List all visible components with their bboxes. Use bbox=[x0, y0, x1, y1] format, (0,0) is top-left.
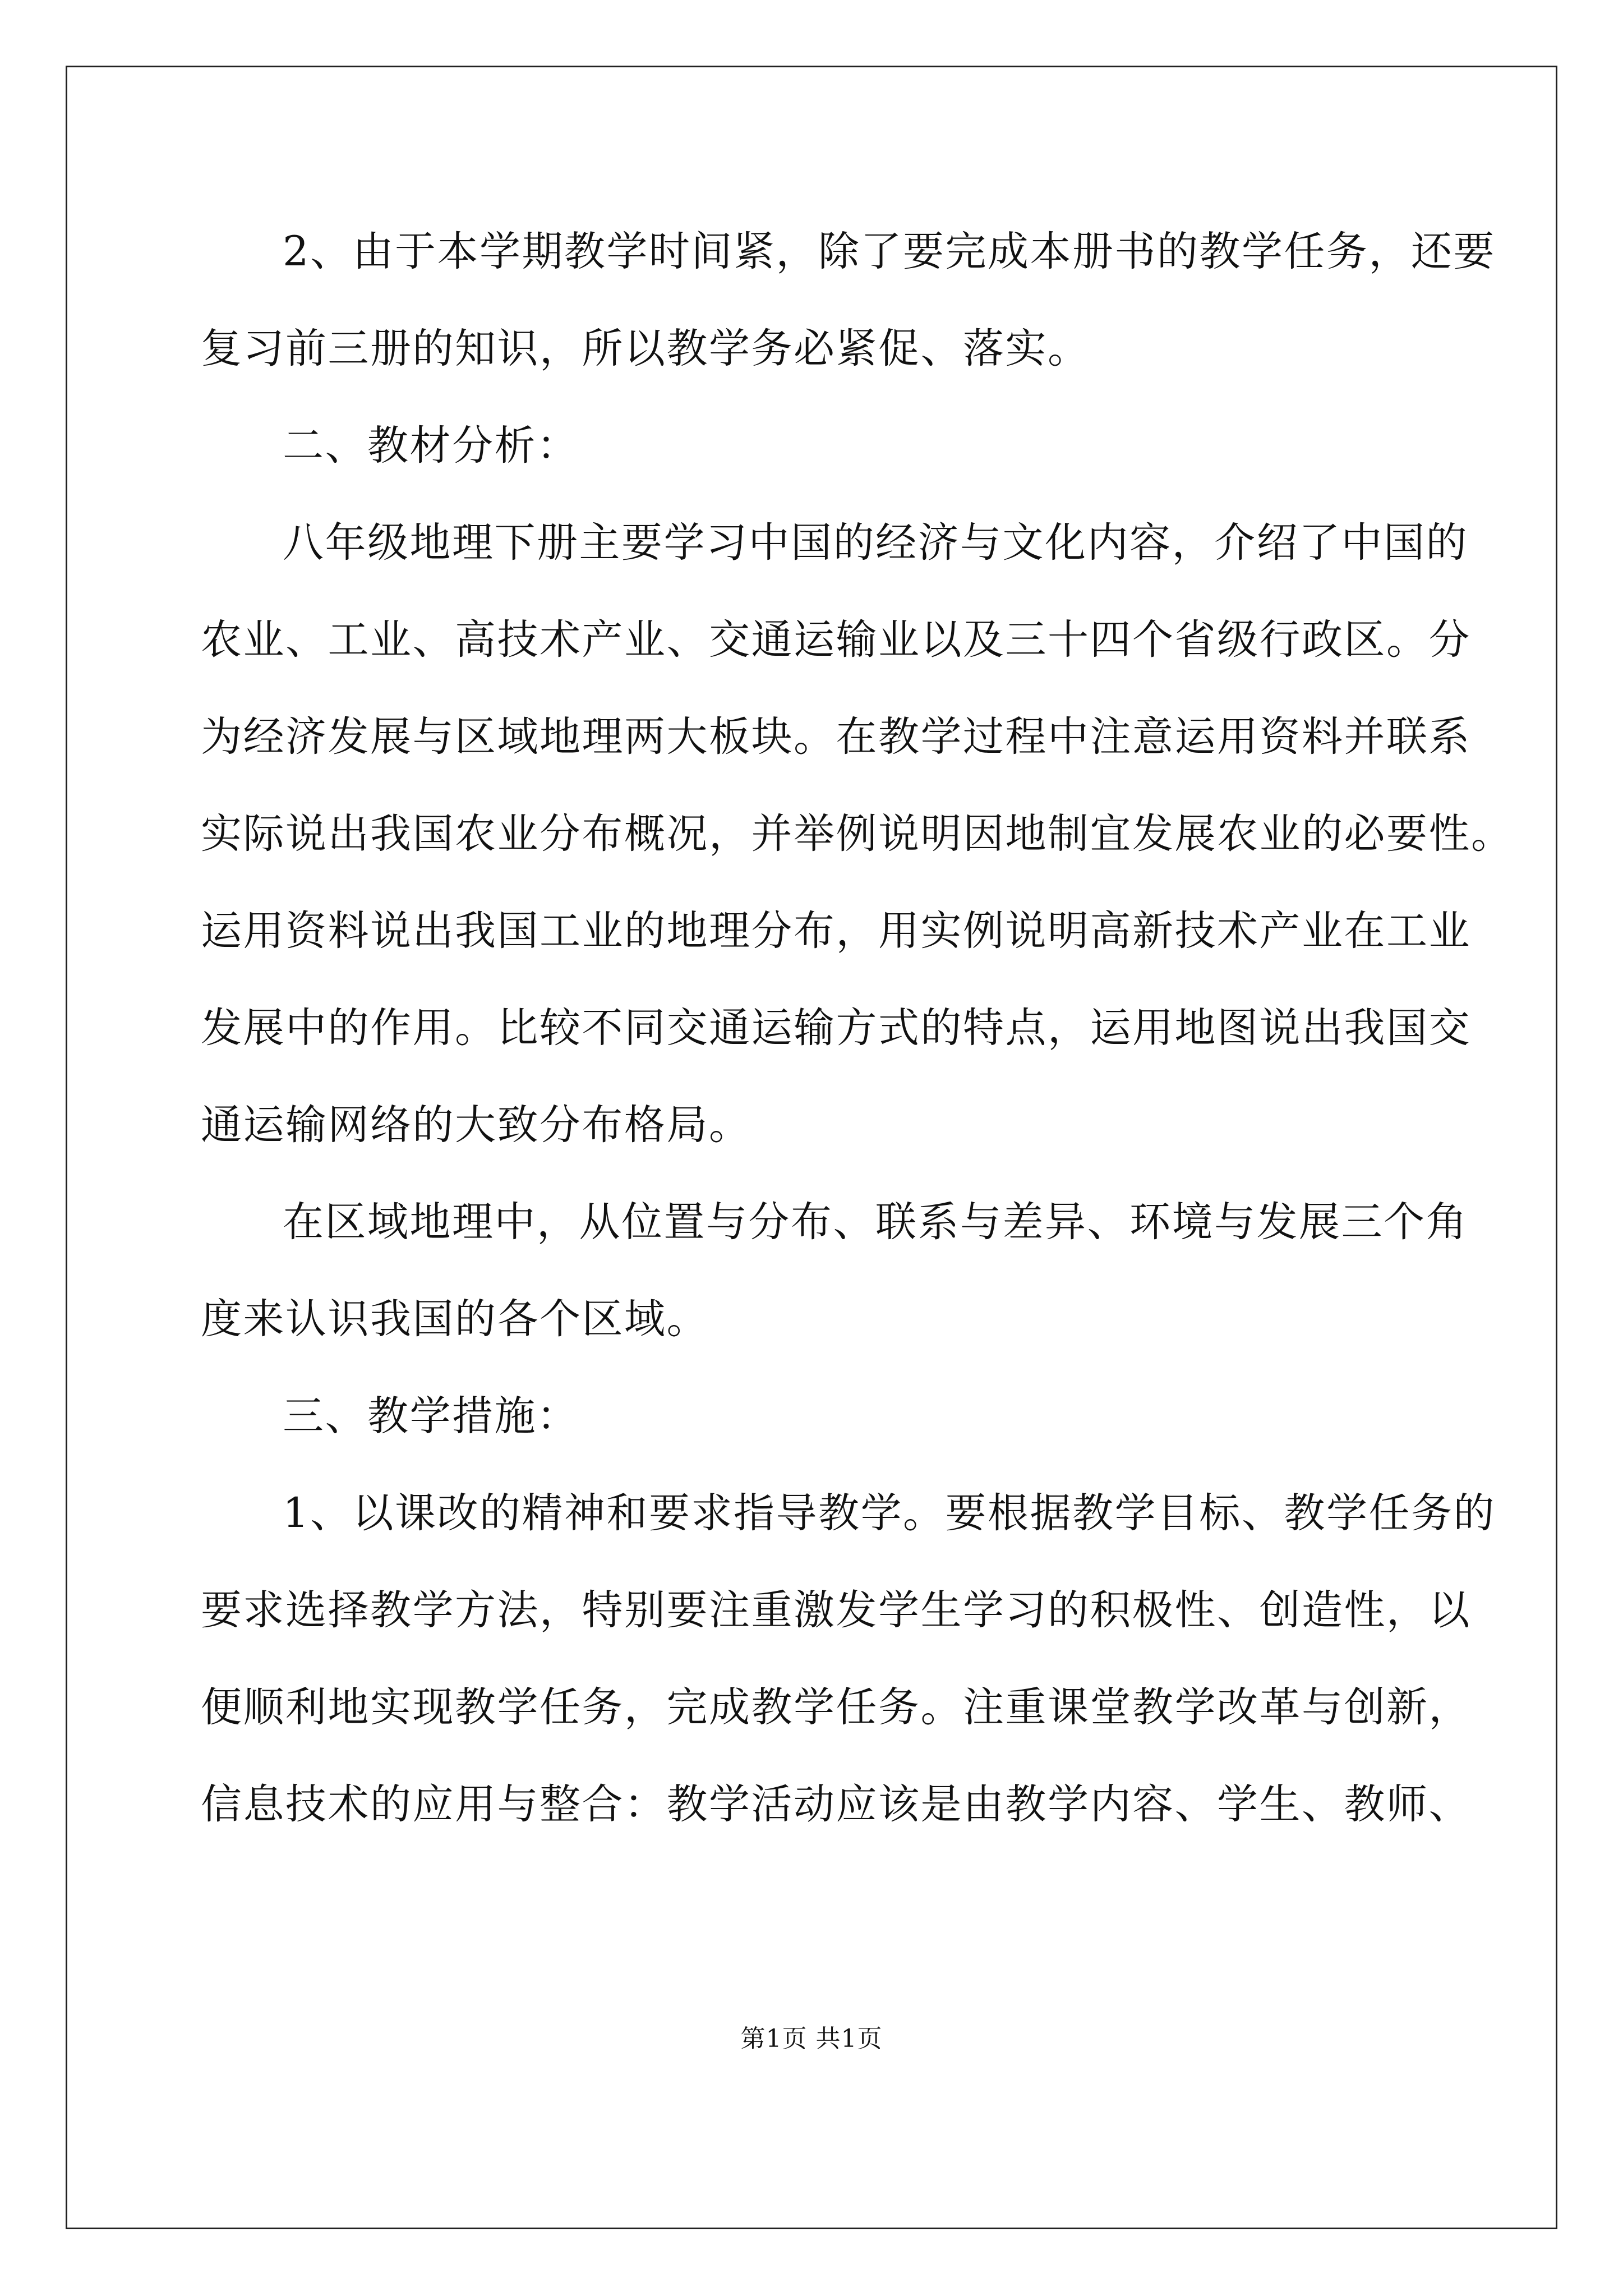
paragraph-line: 发展中的作用。比较不同交通运输方式的特点，运用地图说出我国交 bbox=[201, 1004, 1471, 1052]
paragraph-line: 便顺利地实现教学任务，完成教学任务。注重课堂教学改革与创新， bbox=[201, 1683, 1471, 1731]
section-heading: 二、教材分析： bbox=[283, 422, 579, 470]
paragraph-line: 在区域地理中，从位置与分布、联系与差异、环境与发展三个角 bbox=[283, 1198, 1468, 1246]
paragraph-line: 度来认识我国的各个区域。 bbox=[201, 1295, 709, 1343]
paragraph-line: 通运输网络的大致分布格局。 bbox=[201, 1101, 751, 1149]
page-footer: 第1页 共1页 bbox=[740, 2024, 883, 2053]
paragraph-line: 运用资料说出我国工业的地理分布，用实例说明高新技术产业在工业 bbox=[201, 907, 1471, 955]
section-heading: 三、教学措施： bbox=[283, 1392, 579, 1440]
paragraph-line: 信息技术的应用与整合：教学活动应该是由教学内容、学生、教师、 bbox=[201, 1780, 1471, 1828]
paragraph-line: 1、以课改的精神和要求指导教学。要根据教学目标、教学任务的 bbox=[283, 1489, 1496, 1537]
paragraph-line: 实际说出我国农业分布概况，并举例说明因地制宜发展农业的必要性。 bbox=[201, 810, 1514, 858]
paragraph-line: 农业、工业、高技术产业、交通运输业以及三十四个省级行政区。分 bbox=[201, 616, 1471, 664]
paragraph-line: 复习前三册的知识，所以教学务必紧促、落实。 bbox=[201, 325, 1090, 372]
paragraph-line: 2、由于本学期教学时间紧，除了要完成本册书的教学任务，还要 bbox=[283, 228, 1496, 275]
paragraph-line: 为经济发展与区域地理两大板块。在教学过程中注意运用资料并联系 bbox=[201, 713, 1471, 761]
paragraph-line: 八年级地理下册主要学习中国的经济与文化内容，介绍了中国的 bbox=[283, 519, 1468, 567]
paragraph-line: 要求选择教学方法，特别要注重激发学生学习的积极性、创造性，以 bbox=[201, 1586, 1471, 1634]
